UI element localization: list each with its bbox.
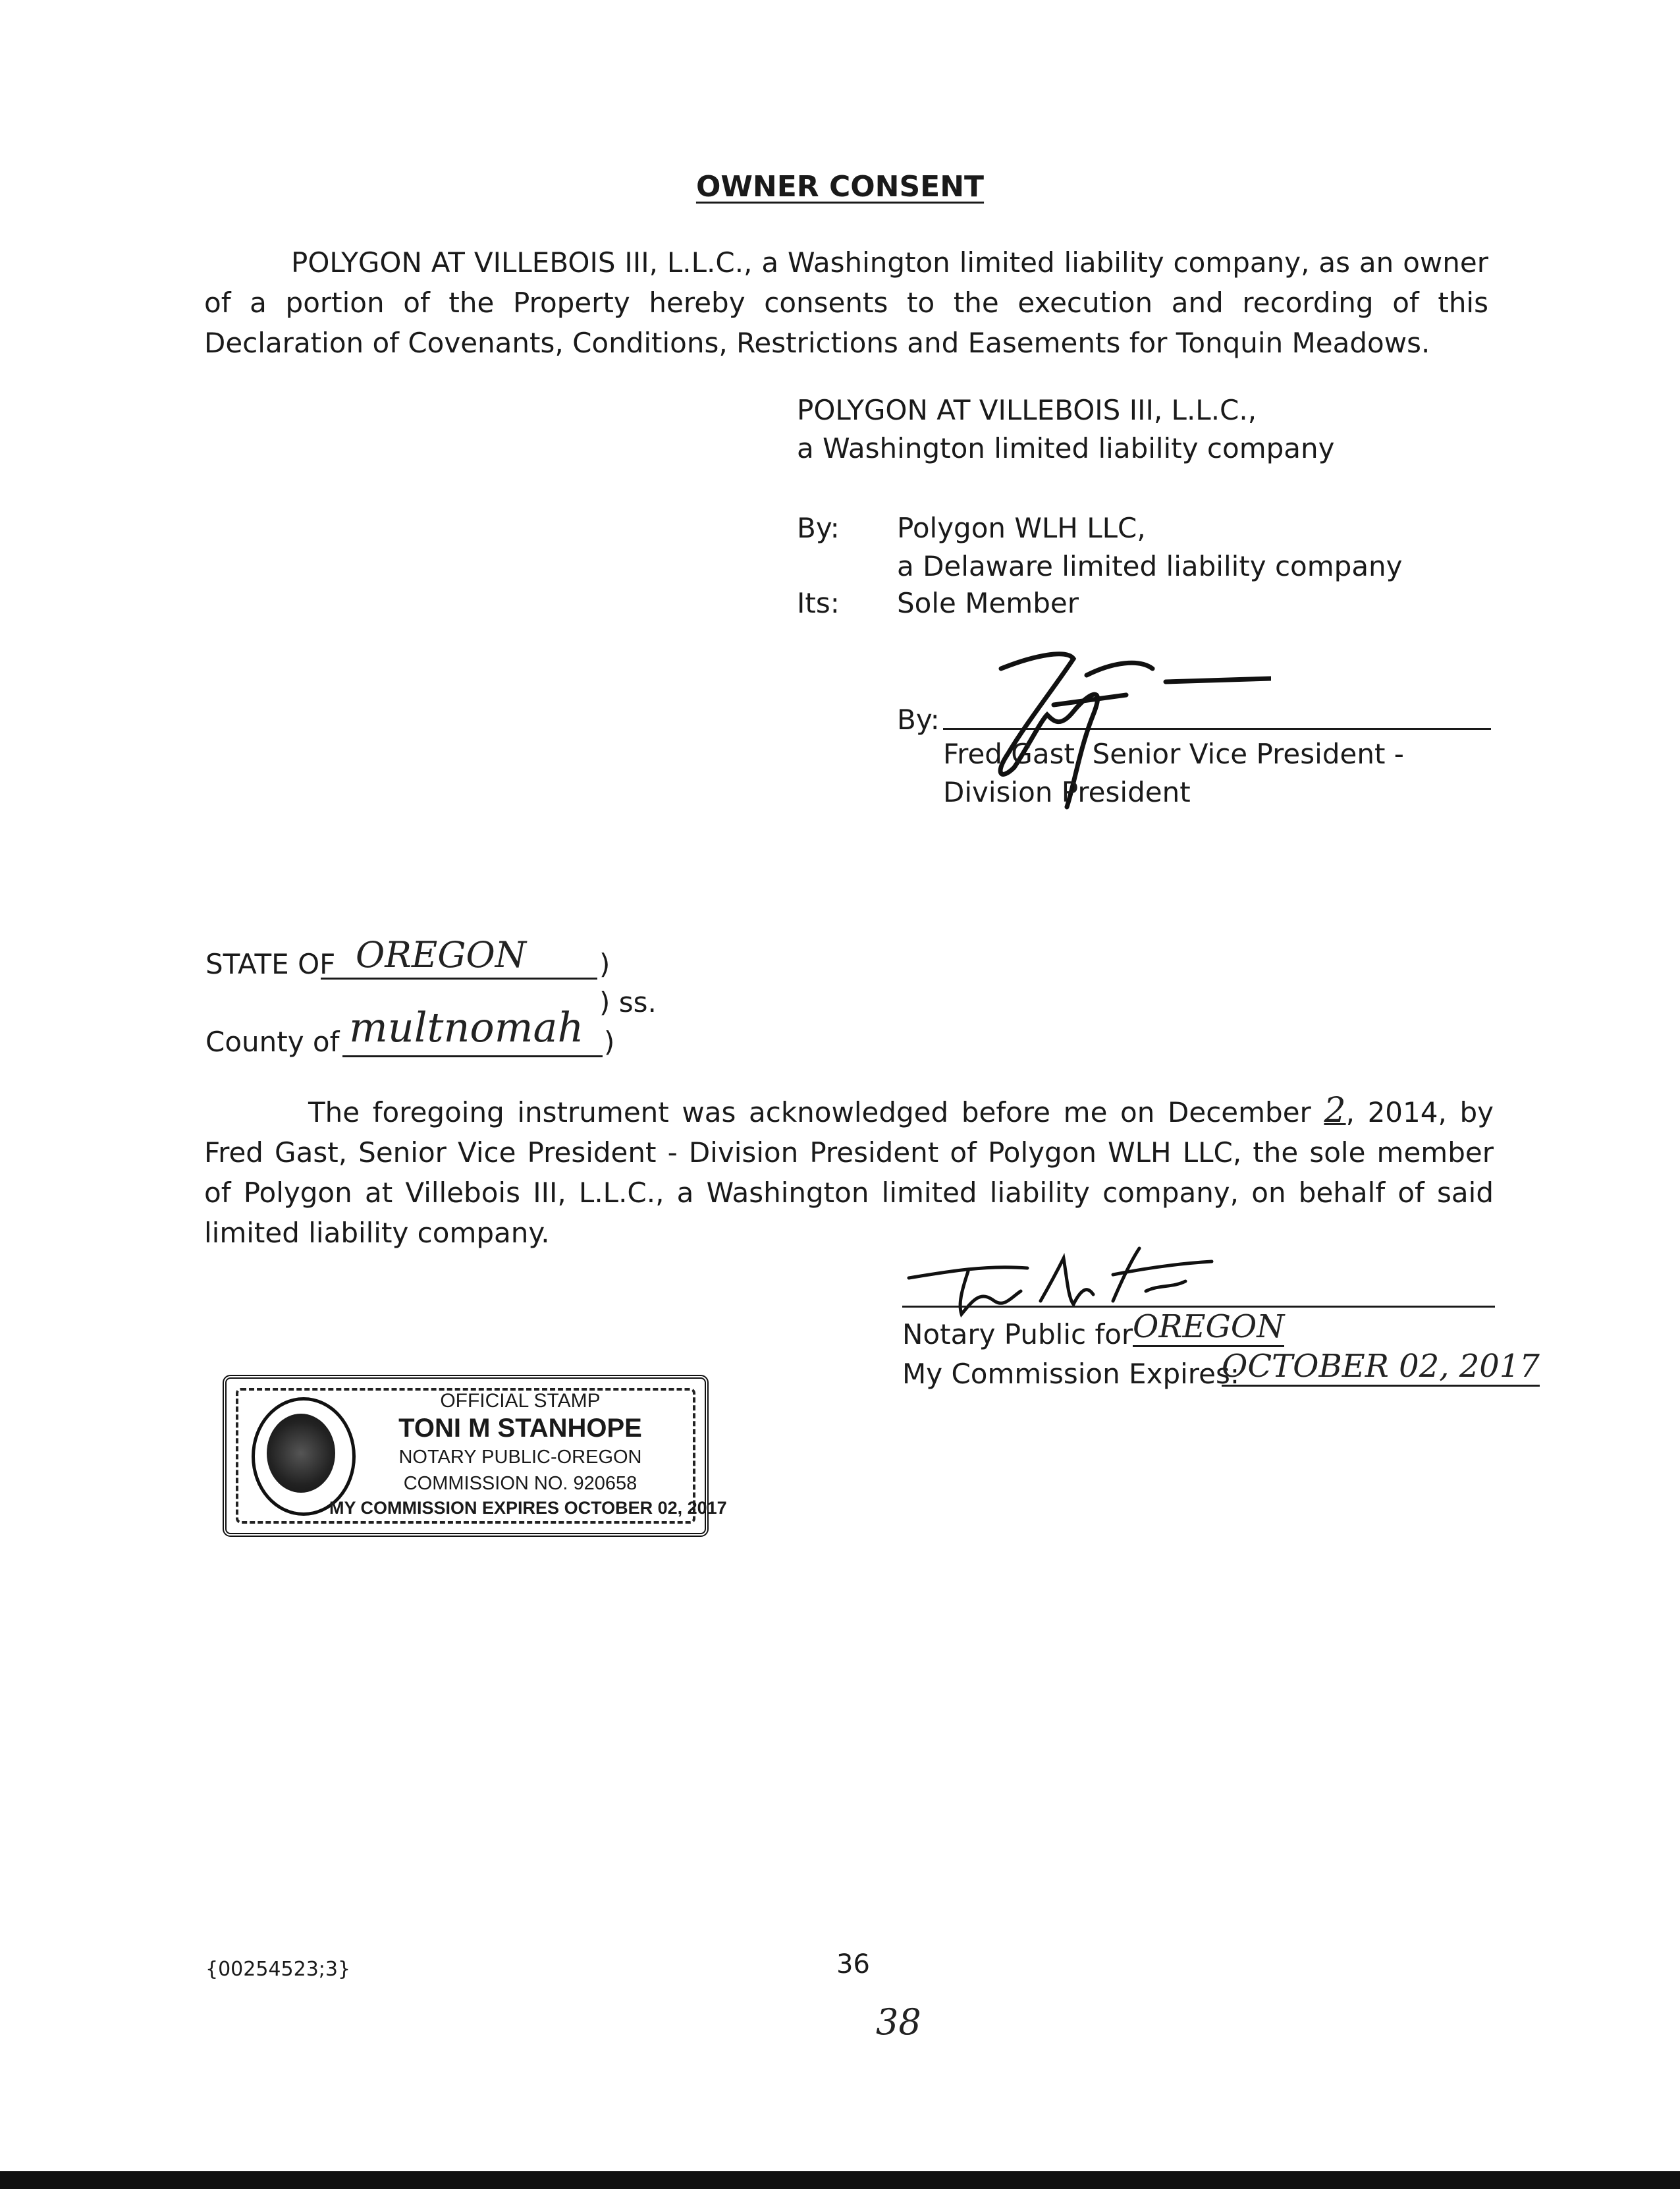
stamp-line-notary-name: TONI M STANHOPE <box>398 1414 642 1443</box>
county-underline <box>342 1055 603 1057</box>
signer-name-title: Fred Gast, Senior Vice President - <box>943 738 1404 770</box>
stamp-line-official: OFFICIAL STAMP <box>440 1390 601 1412</box>
venue-ss: ) ss. <box>599 986 657 1018</box>
handwritten-page-mark: 38 <box>876 2001 921 2043</box>
its-label: Its: <box>797 587 840 619</box>
county-label: County of <box>205 1026 340 1058</box>
stamp-line-commission-expires: MY COMMISSION EXPIRES OCTOBER 02, 2017 <box>329 1498 727 1518</box>
signature-by-label: By: <box>897 704 940 736</box>
by-entity-description: a Delaware limited liability company <box>897 550 1403 582</box>
state-underline <box>321 978 597 980</box>
stamp-line-notary-public: NOTARY PUBLIC-OREGON <box>398 1447 642 1468</box>
county-value: multnomah <box>349 1003 584 1051</box>
state-label: STATE OF <box>205 948 336 980</box>
ack-day: 2 <box>1324 1091 1346 1130</box>
scan-edge-bar <box>0 2171 1680 2189</box>
by-entity-name: Polygon WLH LLC, <box>897 512 1146 544</box>
document-title: OWNER CONSENT <box>695 170 985 204</box>
by-label: By: <box>797 512 840 544</box>
entity-name: POLYGON AT VILLEBOIS III, L.L.C., <box>797 394 1257 426</box>
stamp-line-commission-number: COMMISSION NO. 920658 <box>403 1473 637 1494</box>
its-value: Sole Member <box>897 587 1079 619</box>
acknowledgment-paragraph <box>204 1091 1494 1253</box>
ack-text-before-day: The foregoing instrument was acknowledged before me on December <box>308 1096 1311 1128</box>
ack-text-after-day: , 2014, by Fred Gast, Senior Vice President - Division President of Polygon WLH LLC, the sole member of Polygon at Villebois III, L.L.C., a Washington limited liability company, on behalf of said limited liability company. <box>204 1096 1494 1249</box>
notary-signature-line <box>902 1306 1495 1308</box>
notary-public-for-value: OREGON <box>1133 1308 1284 1347</box>
page-number: 36 <box>836 1949 870 1980</box>
notary-public-for-label: Notary Public for <box>902 1318 1133 1350</box>
commission-expires-label: My Commission Expires: <box>902 1358 1239 1390</box>
commission-expires-value: OCTOBER 02, 2017 <box>1222 1348 1540 1387</box>
state-value: OREGON <box>356 934 527 976</box>
entity-description: a Washington limited liability company <box>797 432 1335 464</box>
intro-paragraph: POLYGON AT VILLEBOIS III, L.L.C., a Washington limited liability company, as an owner of a portion of the Property hereby consents to the execution and recording of this Declaration of Covenants, Conditions, Restrictions and Easements for Tonquin Meadows. <box>204 246 1488 359</box>
venue-paren-2: ) <box>604 1026 615 1058</box>
signer-title-line2: Division President <box>943 776 1191 808</box>
document-id: {00254523;3} <box>205 1958 351 1981</box>
venue-paren-1: ) <box>599 948 610 980</box>
